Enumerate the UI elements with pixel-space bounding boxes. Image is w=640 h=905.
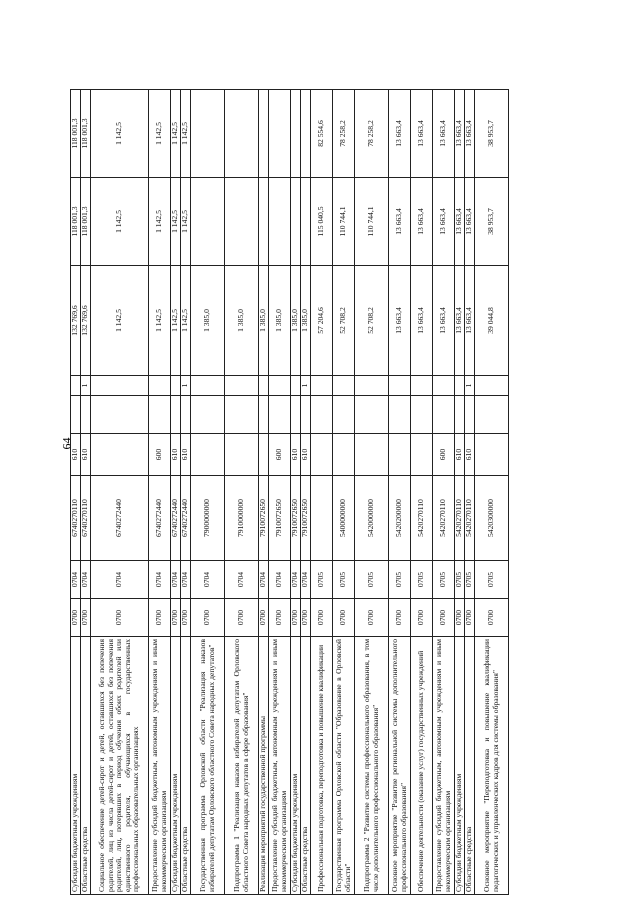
- blank-cell: [291, 396, 301, 434]
- target-article-code: 6740272440: [171, 476, 181, 561]
- section-code: 0700: [225, 599, 259, 637]
- target-article-code: 7910000000: [225, 476, 259, 561]
- source-mark: [91, 376, 149, 396]
- target-article-code: 7910072650: [259, 476, 269, 561]
- amount-3: 82 554,6: [311, 90, 333, 178]
- source-mark: [311, 376, 333, 396]
- subsection-code: 0704: [269, 561, 291, 599]
- target-article-code: 7900000000: [191, 476, 225, 561]
- expense-type-code: 600: [433, 434, 455, 476]
- expense-type-code: [259, 434, 269, 476]
- subsection-code: 0704: [71, 561, 81, 599]
- amount-3: [301, 90, 311, 178]
- source-mark: [389, 376, 411, 396]
- section-code: 0700: [389, 599, 411, 637]
- amount-1: 13 663,4: [465, 266, 475, 376]
- row-name: Профессиональная подготовка, переподготовка и повышение квалификации: [311, 637, 333, 895]
- amount-2: 115 040,5: [311, 178, 333, 266]
- amount-2: 1 142,5: [149, 178, 171, 266]
- expense-type-code: 600: [269, 434, 291, 476]
- amount-2: 110 744,1: [333, 178, 355, 266]
- target-article-code: [311, 476, 333, 561]
- section-code: 0700: [333, 599, 355, 637]
- subsection-code: 0705: [455, 561, 465, 599]
- amount-2: [301, 178, 311, 266]
- amount-1: 39 044,8: [475, 266, 509, 376]
- row-name: Областные средства: [465, 637, 475, 895]
- section-code: 0700: [465, 599, 475, 637]
- amount-3: 13 663,4: [411, 90, 433, 178]
- amount-1: 1 142,5: [171, 266, 181, 376]
- blank-cell: [259, 396, 269, 434]
- table-row: [355, 90, 389, 895]
- amount-2: 1 142,5: [91, 178, 149, 266]
- expense-type-code: 610: [291, 434, 301, 476]
- blank-cell: [269, 396, 291, 434]
- expense-type-code: 610: [71, 434, 81, 476]
- amount-3: 118 001,3: [71, 90, 81, 178]
- source-mark: [433, 376, 455, 396]
- source-mark: 1: [465, 376, 475, 396]
- expense-type-code: [191, 434, 225, 476]
- section-code: 0700: [269, 599, 291, 637]
- subsection-code: 0704: [225, 561, 259, 599]
- section-code: 0700: [81, 599, 91, 637]
- expense-type-code: [475, 434, 509, 476]
- section-code: 0700: [291, 599, 301, 637]
- blank-cell: [81, 396, 91, 434]
- subsection-code: 0705: [411, 561, 433, 599]
- section-code: 0700: [149, 599, 171, 637]
- row-name: Подпрограмма 1 "Реализация наказов избирателей депутатам Орловского областного Совета народных депутатов в сфере образования": [225, 637, 259, 895]
- expense-type-code: [411, 434, 433, 476]
- target-article-code: 6740270110: [81, 476, 91, 561]
- amount-2: 13 663,4: [411, 178, 433, 266]
- table-row: [475, 90, 509, 895]
- amount-2: [291, 178, 301, 266]
- blank-cell: [475, 396, 509, 434]
- budget-table: [70, 89, 509, 895]
- source-mark: [333, 376, 355, 396]
- expense-type-code: 610: [465, 434, 475, 476]
- subsection-code: 0705: [389, 561, 411, 599]
- amount-1: 1 385,0: [259, 266, 269, 376]
- expense-type-code: 610: [171, 434, 181, 476]
- table-row: [71, 90, 81, 895]
- section-code: 0700: [191, 599, 225, 637]
- source-mark: [225, 376, 259, 396]
- amount-1: 13 663,4: [389, 266, 411, 376]
- blank-cell: [333, 396, 355, 434]
- target-article-code: 7910072650: [301, 476, 311, 561]
- target-article-code: 5420300000: [475, 476, 509, 561]
- expense-type-code: 610: [81, 434, 91, 476]
- amount-2: 118 001,3: [71, 178, 81, 266]
- target-article-code: 5420270110: [411, 476, 433, 561]
- target-article-code: 6740272440: [181, 476, 191, 561]
- target-article-code: 5400000000: [333, 476, 355, 561]
- subsection-code: 0704: [149, 561, 171, 599]
- amount-1: 13 663,4: [411, 266, 433, 376]
- section-code: 0700: [355, 599, 389, 637]
- blank-cell: [301, 396, 311, 434]
- table-row: [171, 90, 181, 895]
- source-mark: [71, 376, 81, 396]
- row-name: Субсидии бюджетным учреждениям: [291, 637, 301, 895]
- blank-cell: [311, 396, 333, 434]
- amount-3: 118 001,3: [81, 90, 91, 178]
- blank-cell: [149, 396, 171, 434]
- subsection-code: 0704: [91, 561, 149, 599]
- expense-type-code: [333, 434, 355, 476]
- blank-cell: [91, 396, 149, 434]
- table-row: [389, 90, 411, 895]
- source-mark: [475, 376, 509, 396]
- amount-3: [259, 90, 269, 178]
- table-row: [181, 90, 191, 895]
- source-mark: [259, 376, 269, 396]
- source-mark: [455, 376, 465, 396]
- target-article-code: 6740272440: [149, 476, 171, 561]
- target-article-code: 5420270110: [455, 476, 465, 561]
- source-mark: [355, 376, 389, 396]
- section-code: 0700: [259, 599, 269, 637]
- amount-1: 1 142,5: [181, 266, 191, 376]
- blank-cell: [191, 396, 225, 434]
- row-name: Субсидии бюджетным учреждениям: [71, 637, 81, 895]
- amount-2: 118 001,3: [81, 178, 91, 266]
- blank-cell: [355, 396, 389, 434]
- subsection-code: 0704: [171, 561, 181, 599]
- row-name: Субсидии бюджетным учреждениям: [455, 637, 465, 895]
- target-article-code: 7910072650: [269, 476, 291, 561]
- section-code: 0700: [91, 599, 149, 637]
- section-code: 0700: [455, 599, 465, 637]
- section-code: 0700: [411, 599, 433, 637]
- row-name: Основное мероприятие "Развитие региональной системы дополнительного профессионального образования": [389, 637, 411, 895]
- table-row: [455, 90, 465, 895]
- table-row: [81, 90, 91, 895]
- amount-3: [225, 90, 259, 178]
- source-mark: [291, 376, 301, 396]
- section-code: 0700: [171, 599, 181, 637]
- target-article-code: 5420200000: [389, 476, 411, 561]
- amount-3: 1 142,5: [91, 90, 149, 178]
- source-mark: [269, 376, 291, 396]
- subsection-code: 0705: [433, 561, 455, 599]
- subsection-code: 0705: [465, 561, 475, 599]
- amount-1: 52 708,2: [355, 266, 389, 376]
- expense-type-code: [311, 434, 333, 476]
- table-row: [191, 90, 225, 895]
- blank-cell: [433, 396, 455, 434]
- expense-type-code: 610: [455, 434, 465, 476]
- subsection-code: 0704: [181, 561, 191, 599]
- section-code: 0700: [181, 599, 191, 637]
- amount-2: 110 744,1: [355, 178, 389, 266]
- source-mark: [171, 376, 181, 396]
- row-name: Предоставление субсидий бюджетным, автономным учреждениям и иным некоммерческим организациям: [149, 637, 171, 895]
- amount-1: 1 385,0: [225, 266, 259, 376]
- subsection-code: 0704: [259, 561, 269, 599]
- row-name: Государственная программа Орловской области "Реализация наказов избирателей депутатам Орловского областного Совета народных депутатов": [191, 637, 225, 895]
- amount-1: 1 142,5: [149, 266, 171, 376]
- amount-3: 13 663,4: [433, 90, 455, 178]
- amount-1: 132 769,6: [81, 266, 91, 376]
- expense-type-code: 610: [301, 434, 311, 476]
- amount-3: [291, 90, 301, 178]
- target-article-code: 5420270110: [433, 476, 455, 561]
- table-row: [465, 90, 475, 895]
- amount-2: 13 663,4: [433, 178, 455, 266]
- blank-cell: [181, 396, 191, 434]
- target-article-code: 6740270110: [71, 476, 81, 561]
- subsection-code: 0705: [355, 561, 389, 599]
- row-name: Подпрограмма 2 "Развитие системы профессионального образования, в том числе дополнительного профессионального образования": [355, 637, 389, 895]
- table-row: [333, 90, 355, 895]
- table-row: [225, 90, 259, 895]
- amount-3: 38 953,7: [475, 90, 509, 178]
- amount-2: 13 663,4: [465, 178, 475, 266]
- expense-type-code: [91, 434, 149, 476]
- table-row: [311, 90, 333, 895]
- row-name: Социальное обеспечение детей-сирот и детей, оставшихся без попечения родителей, лиц из числа детей-сирот и детей, оставшихся без попечения родителей, лиц, потерявших в период обучения обоих родителей или единственного родителя, обучающихся в государственных профессиональных образовательных организациях: [91, 637, 149, 895]
- amount-1: 1 142,5: [91, 266, 149, 376]
- row-name: Предоставление субсидий бюджетным, автономным учреждениям и иным некоммерческим организациям: [269, 637, 291, 895]
- table-row: [291, 90, 301, 895]
- table-body: [71, 90, 509, 895]
- table-row: [411, 90, 433, 895]
- amount-3: 13 663,4: [389, 90, 411, 178]
- subsection-code: 0705: [311, 561, 333, 599]
- target-article-code: 5420270110: [465, 476, 475, 561]
- amount-1: 132 769,6: [71, 266, 81, 376]
- expense-type-code: [225, 434, 259, 476]
- amount-1: 1 385,0: [301, 266, 311, 376]
- amount-1: 1 385,0: [191, 266, 225, 376]
- amount-3: [269, 90, 291, 178]
- subsection-code: 0704: [191, 561, 225, 599]
- target-article-code: 7910072650: [291, 476, 301, 561]
- section-code: 0700: [475, 599, 509, 637]
- row-name: Государственная программа Орловской области "Образование в Орловской области": [333, 637, 355, 895]
- row-name: Основное мероприятие "Переподготовка и повышение квалификации педагогических и управленческих кадров для системы образования": [475, 637, 509, 895]
- expense-type-code: [389, 434, 411, 476]
- amount-1: 52 708,2: [333, 266, 355, 376]
- amount-2: 13 663,4: [389, 178, 411, 266]
- section-code: 0700: [311, 599, 333, 637]
- table-row: [91, 90, 149, 895]
- blank-cell: [411, 396, 433, 434]
- subsection-code: 0705: [475, 561, 509, 599]
- amount-3: [191, 90, 225, 178]
- blank-cell: [71, 396, 81, 434]
- row-name: Предоставление субсидий бюджетным, автономным учреждениям и иным некоммерческим организациям: [433, 637, 455, 895]
- blank-cell: [171, 396, 181, 434]
- expense-type-code: 610: [181, 434, 191, 476]
- amount-3: 78 258,2: [355, 90, 389, 178]
- expense-type-code: 600: [149, 434, 171, 476]
- amount-2: [259, 178, 269, 266]
- amount-2: 38 953,7: [475, 178, 509, 266]
- amount-2: [269, 178, 291, 266]
- source-mark: 1: [81, 376, 91, 396]
- amount-3: 1 142,5: [181, 90, 191, 178]
- row-name: Областные средства: [181, 637, 191, 895]
- amount-1: 57 204,6: [311, 266, 333, 376]
- blank-cell: [465, 396, 475, 434]
- subsection-code: 0704: [81, 561, 91, 599]
- table-row: [149, 90, 171, 895]
- expense-type-code: [355, 434, 389, 476]
- row-name: Областные средства: [301, 637, 311, 895]
- subsection-code: 0705: [333, 561, 355, 599]
- amount-1: 13 663,4: [433, 266, 455, 376]
- table-row: [433, 90, 455, 895]
- budget-table-rotated: [70, 90, 580, 895]
- target-article-code: 5420000000: [355, 476, 389, 561]
- amount-1: 13 663,4: [455, 266, 465, 376]
- table-row: [301, 90, 311, 895]
- subsection-code: 0704: [301, 561, 311, 599]
- section-code: 0700: [71, 599, 81, 637]
- amount-2: 1 142,5: [181, 178, 191, 266]
- blank-cell: [225, 396, 259, 434]
- amount-3: 1 142,5: [149, 90, 171, 178]
- source-mark: [411, 376, 433, 396]
- table-row: [269, 90, 291, 895]
- amount-2: [191, 178, 225, 266]
- section-code: 0700: [301, 599, 311, 637]
- source-mark: [149, 376, 171, 396]
- blank-cell: [389, 396, 411, 434]
- amount-3: 78 258,2: [333, 90, 355, 178]
- table-row: [259, 90, 269, 895]
- section-code: 0700: [433, 599, 455, 637]
- subsection-code: 0704: [291, 561, 301, 599]
- row-name: Субсидии бюджетным учреждениям: [171, 637, 181, 895]
- source-mark: [191, 376, 225, 396]
- amount-1: 1 385,0: [269, 266, 291, 376]
- row-name: Областные средства: [81, 637, 91, 895]
- amount-1: 1 385,0: [291, 266, 301, 376]
- amount-3: 1 142,5: [171, 90, 181, 178]
- amount-2: 1 142,5: [171, 178, 181, 266]
- amount-2: 13 663,4: [455, 178, 465, 266]
- blank-cell: [455, 396, 465, 434]
- amount-2: [225, 178, 259, 266]
- amount-3: 13 663,4: [455, 90, 465, 178]
- amount-3: 13 663,4: [465, 90, 475, 178]
- page-number: 64: [59, 437, 74, 450]
- target-article-code: 6740272440: [91, 476, 149, 561]
- source-mark: 1: [301, 376, 311, 396]
- source-mark: 1: [181, 376, 191, 396]
- row-name: Реализация мероприятий государственной программы: [259, 637, 269, 895]
- row-name: Обеспечение деятельности (оказание услуг) государственных учреждений: [411, 637, 433, 895]
